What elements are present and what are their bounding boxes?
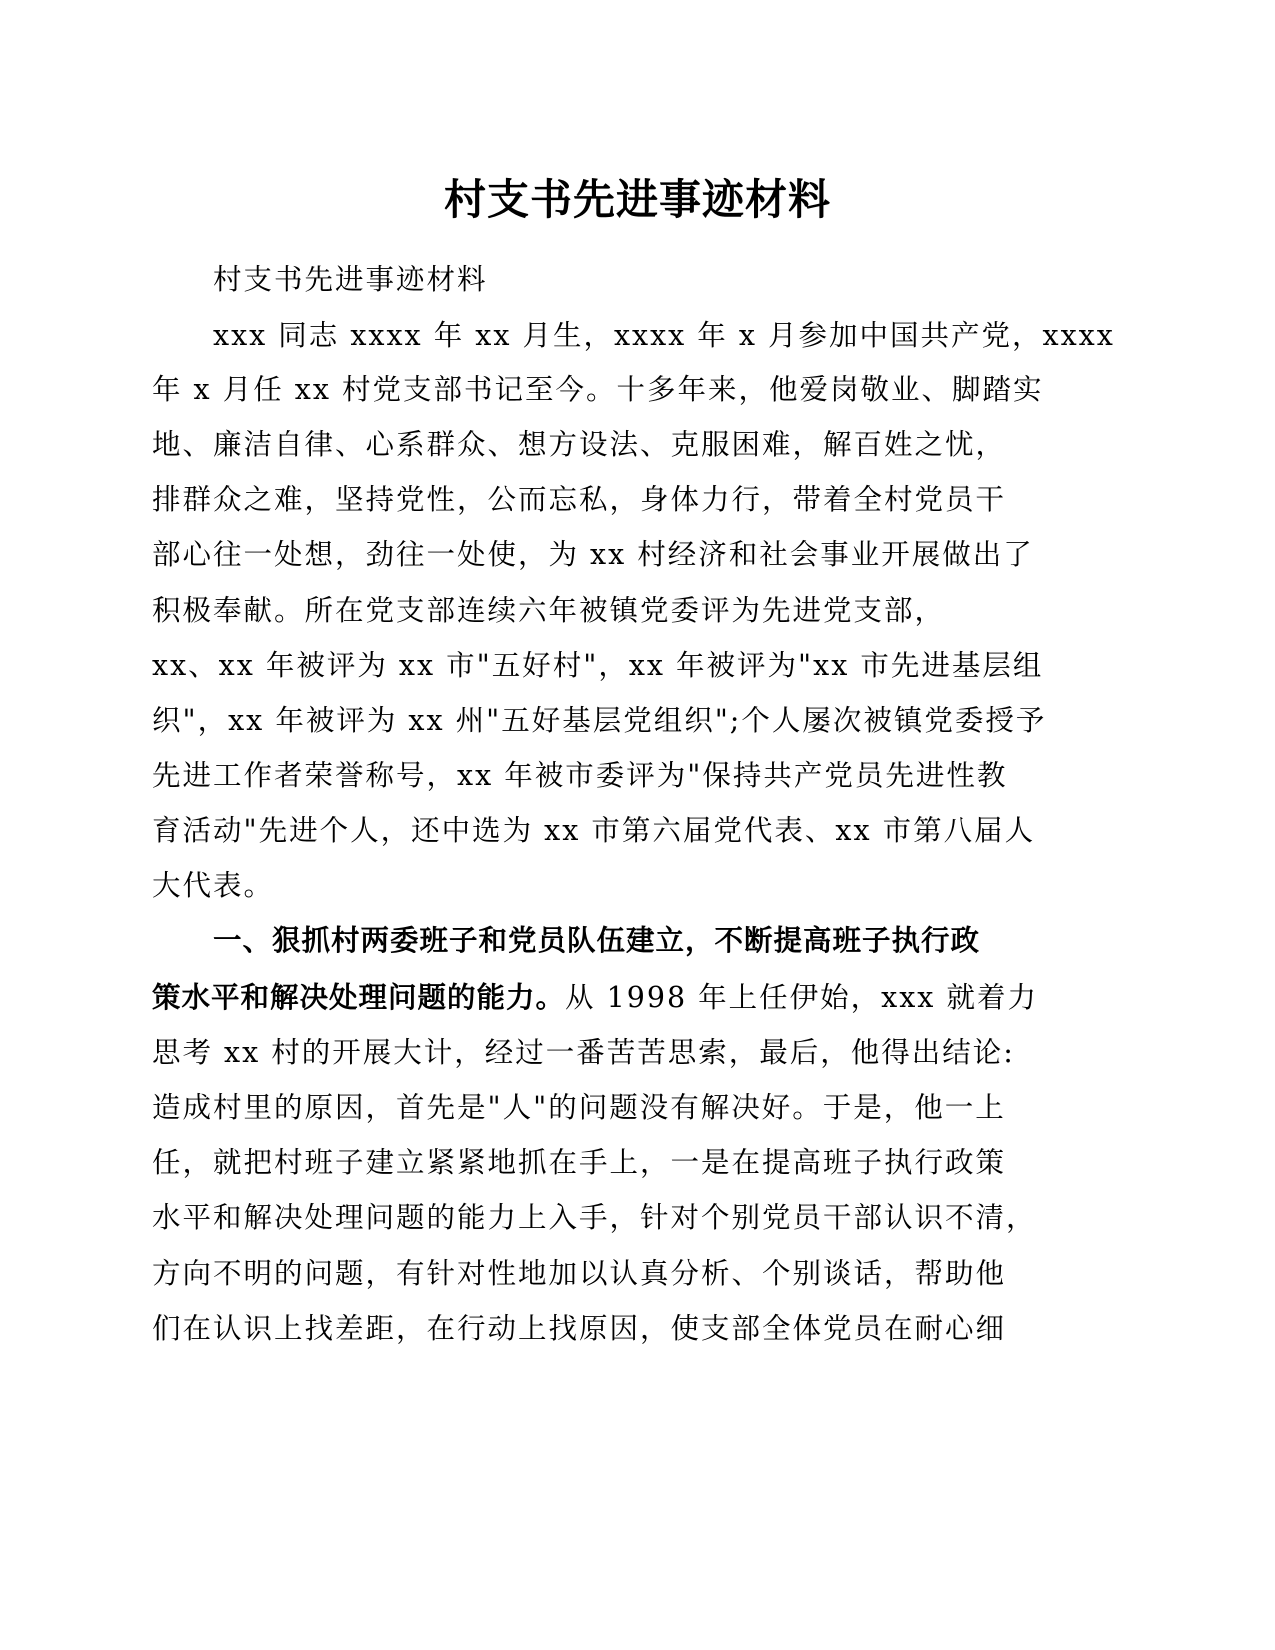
paragraph-line: 织"，xx 年被评为 xx 州"五好基层党组织";个人屡次被镇党委授予 [152,704,1047,737]
paragraph-line: 们在认识上找差距，在行动上找原因，使支部全体党员在耐心细 [152,1312,1007,1345]
section-heading-continued [152,978,1038,1018]
paragraph-line: 年 x 月任 xx 村党支部书记至今。十多年来，他爱岗敬业、脚踏实 [152,373,1044,406]
section-text-start: 从 1998 年上任伊始，xxx 就着力 [565,981,1038,1014]
paragraph-line: xxx 同志 xxxx 年 xx 月生，xxxx 年 x 月参加中国共产党，xxxx [213,319,1115,352]
paragraph-line: 先进工作者荣誉称号，xx 年被市委评为"保持共产党员先进性教 [152,759,1008,792]
paragraph-line: 水平和解决处理问题的能力上入手，针对个别党员干部认识不清， [152,1201,1037,1234]
paragraph-line: 部心往一处想，劲往一处使，为 xx 村经济和社会事业开展做出了 [152,538,1034,571]
paragraph-line: 思考 xx 村的开展大计，经过一番苦苦思索，最后，他得出结论: [152,1036,1015,1069]
document-title: 村支书先进事迹材料 [443,175,831,224]
paragraph-line: 方向不明的问题，有针对性地加以认真分析、个别谈话，帮助他 [152,1257,1007,1290]
paragraph-line: 造成村里的原因，首先是"人"的问题没有解决好。于是，他一上 [152,1091,1006,1124]
paragraph-line: 任，就把村班子建立紧紧地抓在手上，一是在提高班子执行政策 [152,1146,1007,1179]
paragraph-line: 排群众之难，坚持党性，公而忘私，身体力行，带着全村党员干 [152,483,1007,516]
paragraph-line: 积极奉献。所在党支部连续六年被镇党委评为先进党支部， [152,594,946,627]
section-heading: 一、狠抓村两委班子和党员队伍建立，不断提高班子执行政 [213,924,981,957]
paragraph-line: 地、廉洁自律、心系群众、想方设法、克服困难，解百姓之忧， [152,428,1007,461]
paragraph-line: 育活动"先进个人，还中选为 xx 市第六届党代表、xx 市第八届人 [152,814,1036,847]
paragraph-line: 大代表。 [152,869,275,902]
paragraph-line: xx、xx 年被评为 xx 市"五好村"，xx 年被评为"xx 市先进基层组 [152,649,1044,682]
document-subtitle: 村支书先进事迹材料 [213,263,488,296]
section-heading-tail: 策水平和解决处理问题的能力。 [152,981,566,1014]
